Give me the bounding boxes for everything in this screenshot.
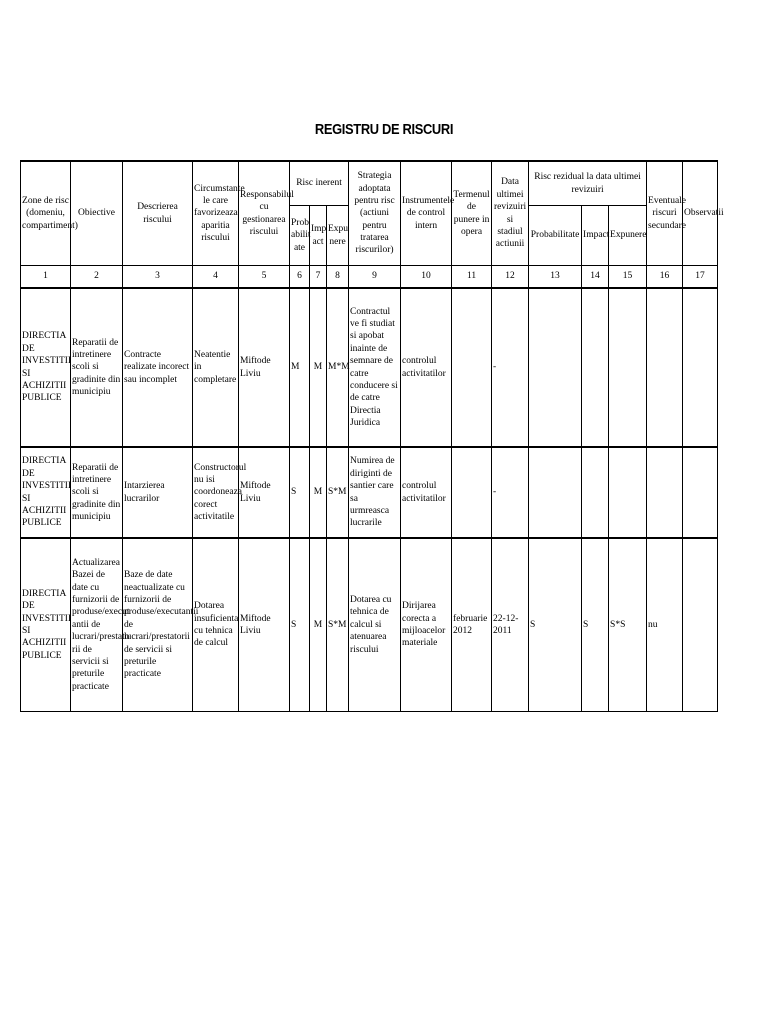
probability-cell: S (290, 447, 310, 538)
table-row (21, 288, 718, 447)
res-exposure-cell (609, 447, 647, 538)
table-row (21, 538, 718, 712)
impact-cell: M (310, 538, 327, 712)
res-exposure-cell (609, 288, 647, 447)
header-probability: Prob abilit ate (290, 206, 310, 266)
column-number: 8 (327, 266, 349, 289)
column-number: 7 (310, 266, 327, 289)
circumstance-cell: Neatentie in completare (193, 288, 239, 447)
last-review-cell: - (492, 447, 529, 538)
header-secondary-risks: Eventuale riscuri secundare (647, 161, 683, 266)
circumstance-cell: Constructorul nu isi coordoneaza corect activitatile (193, 447, 239, 538)
res-impact-cell: S (582, 538, 609, 712)
column-number: 4 (193, 266, 239, 289)
exposure-cell: M*M (327, 288, 349, 447)
header-res-impact: Impact (582, 206, 609, 266)
column-number: 11 (452, 266, 492, 289)
exposure-cell: S*M (327, 447, 349, 538)
instrument-cell: Dirijarea corecta a mijloacelor materiale (401, 538, 452, 712)
column-number: 5 (239, 266, 290, 289)
objective-cell: Reparatii de intretinere scoli si gradinite din municipiu (71, 447, 123, 538)
description-cell: Contracte realizate incorect sau incomplet (123, 288, 193, 447)
header-responsible: Responsabilul cu gestionarea riscului (239, 161, 290, 266)
column-number: 6 (290, 266, 310, 289)
strategy-cell: Contractul ve fi studiat si apobat inainte de semnare de catre conducere si de catre Directia Juridica (349, 288, 401, 447)
res-impact-cell (582, 447, 609, 538)
impact-cell: M (310, 288, 327, 447)
header-impact: Imp act (310, 206, 327, 266)
responsible-cell: Miftode Liviu (239, 288, 290, 447)
header-description: Descrierea riscului (123, 161, 193, 266)
column-number: 13 (529, 266, 582, 289)
description-cell: Baze de date neactualizate cu furnizorii de produse/executantii de lucrari/prestatorii de servicii si preturile practicate (123, 538, 193, 712)
observations-cell (683, 288, 718, 447)
deadline-cell: februarie 2012 (452, 538, 492, 712)
circumstance-cell: Dotarea insuficienta cu tehnica de calcul (193, 538, 239, 712)
objective-cell: Actualizarea Bazei de date cu furnizorii de produse/execut antii de lucrari/prestato rii de servicii si preturile practicate (71, 538, 123, 712)
header-objectives: Obiective (71, 161, 123, 266)
column-number: 14 (582, 266, 609, 289)
responsible-cell: Miftode Liviu (239, 447, 290, 538)
header-exposure: Expu nere (327, 206, 349, 266)
exposure-cell: S*M (327, 538, 349, 712)
zone-cell: DIRECTIA DE INVESTITII SI ACHIZITII PUBLICE (21, 538, 71, 712)
table-row (21, 447, 718, 538)
probability-cell: M (290, 288, 310, 447)
header-circumstances: Circumstante le care favorizeaza aparitia riscului (193, 161, 239, 266)
header-instruments: Instrumentele de control intern (401, 161, 452, 266)
header-row (21, 161, 718, 206)
secondary-cell (647, 447, 683, 538)
column-number-row (21, 266, 718, 289)
observations-cell (683, 447, 718, 538)
res-probability-cell (529, 288, 582, 447)
deadline-cell (452, 288, 492, 447)
res-probability-cell: S (529, 538, 582, 712)
instrument-cell: controlul activitatilor (401, 288, 452, 447)
last-review-cell: - (492, 288, 529, 447)
column-number: 17 (683, 266, 718, 289)
header-zone: Zone de risc (domeniu, compartiment) (21, 161, 71, 266)
strategy-cell: Numirea de diriginti de santier care sa urmreasca lucrarile (349, 447, 401, 538)
zone-cell: DIRECTIA DE INVESTITII SI ACHIZITII PUBLICE (21, 447, 71, 538)
res-exposure-cell: S*S (609, 538, 647, 712)
page-title: REGISTRU DE RISCURI (314, 121, 454, 138)
column-number: 2 (71, 266, 123, 289)
responsible-cell: Miftode Liviu (239, 538, 290, 712)
description-cell: Intarzierea lucrarilor (123, 447, 193, 538)
last-review-cell: 22-12-2011 (492, 538, 529, 712)
header-res-exposure: Expunere (609, 206, 647, 266)
column-number: 9 (349, 266, 401, 289)
objective-cell: Reparatii de intretinere scoli si gradinite din municipiu (71, 288, 123, 447)
header-strategy: Strategia adoptata pentru risc (actiuni pentru tratarea riscurilor) (349, 161, 401, 266)
header-inherent-risk: Risc inerent (290, 161, 349, 206)
column-number: 3 (123, 266, 193, 289)
risk-register-table (20, 160, 724, 712)
impact-cell: M (310, 447, 327, 538)
column-number: 12 (492, 266, 529, 289)
res-probability-cell (529, 447, 582, 538)
observations-cell (683, 538, 718, 712)
column-number: 10 (401, 266, 452, 289)
header-last-review: Data ultimei revizuiri si stadiul actiunii (492, 161, 529, 266)
column-number: 15 (609, 266, 647, 289)
header-res-probability: Probabilitate (529, 206, 582, 266)
strategy-cell: Dotarea cu tehnica de calcul si atenuarea riscului (349, 538, 401, 712)
probability-cell: S (290, 538, 310, 712)
secondary-cell (647, 288, 683, 447)
secondary-cell: nu (647, 538, 683, 712)
res-impact-cell (582, 288, 609, 447)
deadline-cell (452, 447, 492, 538)
header-deadline: Termenul de punere in opera (452, 161, 492, 266)
header-observations: Observatii (683, 161, 718, 266)
instrument-cell: controlul activitatilor (401, 447, 452, 538)
header-residual-risk: Risc rezidual la data ultimei revizuiri (529, 161, 647, 206)
column-number: 16 (647, 266, 683, 289)
zone-cell: DIRECTIA DE INVESTITII SI ACHIZITII PUBLICE (21, 288, 71, 447)
column-number: 1 (21, 266, 71, 289)
